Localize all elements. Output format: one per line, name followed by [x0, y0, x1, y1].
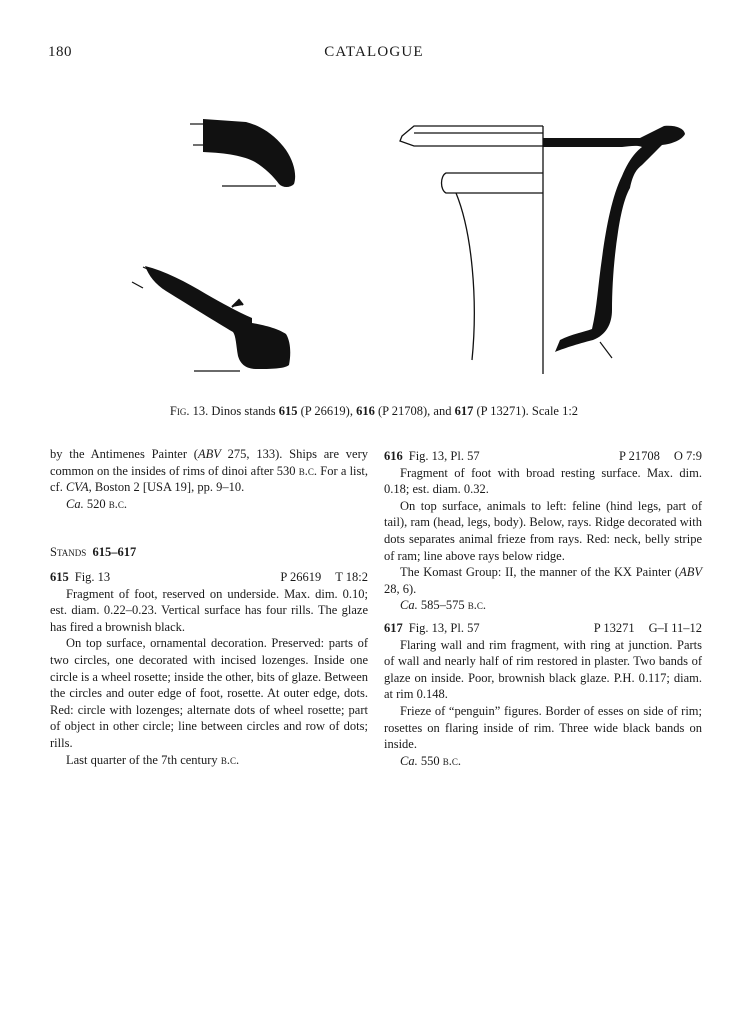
figure-ref: Fig. 13, Pl. 57	[408, 449, 480, 463]
caption-inv-616: (P 21708), and	[377, 404, 452, 418]
profile-617	[400, 126, 543, 374]
caption-inv-617: (P 13271). Scale 1:2	[476, 404, 579, 418]
entry-615-header	[50, 569, 368, 586]
profile-615	[190, 119, 295, 187]
entry-616-date: Ca. 585–575 b.c.	[400, 598, 486, 613]
entry-615-date: Last quarter of the 7th century b.c.	[66, 752, 240, 767]
section-heading: Stands 615–617	[50, 545, 137, 560]
figure-label: Fig. 13.	[169, 404, 209, 418]
caption-inv-615: (P 26619),	[300, 404, 353, 418]
entry-615-description: Fragment of foot, reserved on underside. Max. dim. 0.10; est. diam. 0.22–0.23. Vertical surface has four rills. The glaze has fired a brownish black.	[50, 586, 368, 634]
figure-ref: Fig. 13, Pl. 57	[408, 620, 480, 635]
continued-paragraph: by the Antimenes Painter (ABV 275, 133). Ships are very common on the insides of rims of dinoi after 530 b.c. For a list, cf. CVA, Boston 2 [USA 19], pp. 9–10.	[50, 447, 369, 495]
figure-ref: Fig. 13	[74, 569, 111, 584]
catalogue-number: 615	[50, 569, 69, 584]
entry-615-decoration: On top surface, ornamental decoration. Preserved: parts of two circles, one decorated with incised lozenges. Inside one circle is a wheel rosette; inside the other, bits of glaze. Between the circles and outer edge of foot, rosette. At outer edge, dots. Red: circle with lozenges; alternate dots of wheel rosette; part of object in other circle; line between circles and row of dots; rills.	[50, 636, 368, 750]
caption-cat-616: 616	[356, 404, 375, 418]
grid-location: O 7:9	[673, 449, 702, 463]
caption-cat-615: 615	[278, 404, 298, 418]
inventory-number: P 26619	[280, 569, 322, 584]
continued-date: Ca. 520 b.c.	[66, 496, 127, 511]
caption-cat-617: 617	[454, 404, 474, 418]
catalogue-number: 617	[384, 620, 403, 635]
entry-617-description: Flaring wall and rim fragment, with ring at junction. Parts of wall and nearly half of rim restored in plaster. Two bands of glaze on inside. Poor, brownish black glaze. P.H. 0.117; diam. at rim 0.148.	[384, 637, 702, 702]
entry-616-description: Fragment of foot with broad resting surface. Max. dim. 0.18; est. diam. 0.32.	[384, 465, 702, 497]
grid-location: T 18:2	[335, 569, 368, 584]
profile-616	[132, 266, 290, 371]
page-number: 180	[48, 44, 72, 60]
inventory-number: P 13271	[593, 620, 635, 635]
entry-617-decoration: Frieze of “penguin” figures. Border of esses on side of rim; rosettes on flaring inside of rim. Three wide black bands on inside.	[384, 703, 702, 752]
profile-617-section	[543, 126, 685, 358]
left-column	[50, 446, 368, 768]
caption-text: Dinos stands	[211, 404, 276, 418]
right-column	[384, 446, 702, 769]
entry-616-decoration: On top surface, animals to left: feline (hind legs, part of tail), ram (head, legs, body). Below, rays. Ridge decorated with dots separates animal frieze from rays. Red: neck, belly stripe of ram; line above rays below ridge.	[384, 498, 702, 563]
profile-drawings-figure	[0, 0, 748, 400]
entry-617-date: Ca. 550 b.c.	[400, 753, 461, 768]
inventory-number: P 21708	[619, 449, 660, 463]
running-head: CATALOGUE	[324, 44, 424, 60]
entry-617-header	[384, 620, 702, 637]
grid-location: G–I 11–12	[648, 620, 702, 635]
catalogue-number: 616	[384, 449, 403, 463]
entry-616-header	[384, 448, 702, 465]
entry-616-attribution: The Komast Group: II, the manner of the KX Painter (ABV 28, 6).	[384, 565, 702, 596]
figure-caption	[0, 404, 748, 419]
